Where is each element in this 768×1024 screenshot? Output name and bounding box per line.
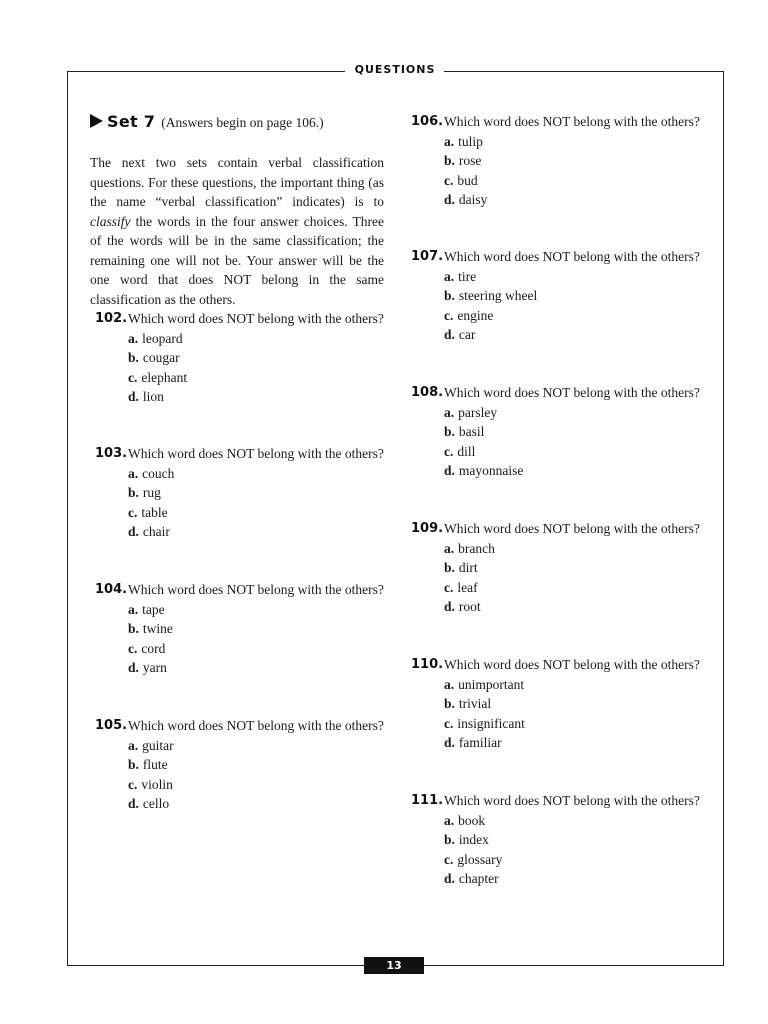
option-d	[444, 733, 701, 753]
question-number: 110.	[411, 657, 444, 672]
option-text: engine	[457, 307, 494, 323]
option-letter: d.	[128, 524, 139, 539]
option-letter: d.	[128, 660, 139, 675]
option-letter: a.	[444, 676, 455, 692]
option-b	[128, 755, 385, 775]
option-b	[444, 286, 701, 306]
option-d	[444, 190, 701, 210]
question-text: Which word does NOT belong with the others?	[128, 311, 384, 326]
option-text: parsley	[458, 404, 498, 420]
option-a	[128, 464, 385, 484]
option-text: unimportant	[458, 676, 525, 692]
option-c	[444, 578, 701, 598]
option-c	[128, 775, 385, 795]
option-letter: a.	[444, 540, 455, 556]
option-c	[128, 503, 385, 523]
intro-text-part1: The next two sets contain verbal classification questions. For these questions, the important thing (as the name “verbal classification” indicates) is to	[90, 155, 384, 209]
option-text: insignificant	[457, 715, 525, 731]
question-107	[411, 247, 701, 345]
option-letter: b.	[444, 153, 455, 168]
option-text: lion	[142, 389, 164, 404]
option-text: rug	[142, 485, 161, 500]
option-d	[444, 869, 701, 889]
intro-text-part2: the words in the four answer choices. Three of the words will be in the same classification; the remaining one will not be. Your answer will be the one word that does NOT belong in the same classification as the others.	[90, 213, 384, 307]
option-letter: d.	[444, 463, 455, 478]
option-letter: d.	[128, 796, 139, 811]
option-text: twine	[142, 621, 173, 636]
option-letter: c.	[128, 369, 138, 385]
question-text: Which word does NOT belong with the others?	[444, 521, 700, 536]
option-letter: b.	[444, 424, 455, 439]
option-text: flute	[142, 757, 168, 772]
set-heading	[90, 112, 324, 132]
option-letter: b.	[444, 560, 455, 575]
option-letter: a.	[128, 330, 139, 346]
header-rule-right	[444, 71, 723, 72]
option-c	[444, 714, 701, 734]
option-letter: b.	[128, 485, 139, 500]
option-letter: a.	[128, 465, 139, 481]
question-111	[411, 791, 701, 889]
option-text: steering wheel	[458, 288, 538, 303]
option-b	[444, 422, 701, 442]
option-text: branch	[458, 540, 495, 556]
option-d	[128, 658, 385, 678]
option-letter: a.	[444, 268, 455, 284]
option-text: table	[141, 504, 168, 520]
option-letter: d.	[444, 327, 455, 342]
option-text: cello	[142, 796, 170, 811]
option-d	[128, 522, 385, 542]
question-number: 108.	[411, 385, 444, 400]
option-d	[444, 597, 701, 617]
option-b	[128, 619, 385, 639]
option-letter: c.	[444, 307, 454, 323]
option-a	[444, 267, 701, 287]
option-b	[444, 694, 701, 714]
question-106	[411, 112, 701, 210]
intro-paragraph	[90, 153, 384, 309]
option-b	[128, 483, 385, 503]
option-text: dill	[457, 443, 476, 459]
option-letter: d.	[444, 599, 455, 614]
option-b	[444, 151, 701, 171]
question-text: Which word does NOT belong with the others?	[128, 718, 384, 733]
option-letter: c.	[444, 443, 454, 459]
option-text: elephant	[141, 369, 188, 385]
question-text: Which word does NOT belong with the others?	[444, 657, 700, 672]
option-text: daisy	[458, 192, 488, 207]
option-b	[444, 558, 701, 578]
option-c	[444, 442, 701, 462]
option-b	[444, 830, 701, 850]
intro-emphasis: classify	[90, 213, 131, 229]
option-a	[444, 811, 701, 831]
question-text: Which word does NOT belong with the others?	[444, 249, 700, 264]
question-text: Which word does NOT belong with the others?	[444, 385, 700, 400]
option-text: violin	[141, 776, 173, 792]
option-text: leaf	[457, 579, 478, 595]
option-text: bud	[457, 172, 478, 188]
option-d	[128, 794, 385, 814]
question-number: 111.	[411, 793, 444, 808]
option-text: familiar	[458, 735, 502, 750]
option-text: tape	[142, 601, 165, 617]
option-letter: a.	[128, 601, 139, 617]
option-letter: c.	[444, 172, 454, 188]
option-letter: a.	[128, 737, 139, 753]
page-number: 13	[364, 957, 424, 974]
option-letter: c.	[128, 640, 138, 656]
option-c	[444, 171, 701, 191]
option-text: basil	[458, 424, 485, 439]
option-text: mayonnaise	[458, 463, 524, 478]
question-103	[95, 444, 385, 542]
option-letter: b.	[128, 621, 139, 636]
option-letter: b.	[444, 288, 455, 303]
header-rule-left	[67, 71, 345, 72]
question-number: 102.	[95, 311, 128, 326]
question-number: 106.	[411, 114, 444, 129]
option-text: car	[458, 327, 476, 342]
option-letter: c.	[128, 776, 138, 792]
question-105	[95, 716, 385, 814]
option-text: cougar	[142, 350, 180, 365]
question-number: 107.	[411, 249, 444, 264]
option-text: cord	[141, 640, 166, 656]
option-text: chair	[142, 524, 170, 539]
question-109	[411, 519, 701, 617]
option-letter: d.	[444, 192, 455, 207]
option-text: tulip	[458, 133, 483, 149]
option-c	[444, 306, 701, 326]
option-letter: c.	[128, 504, 138, 520]
option-text: yarn	[142, 660, 167, 675]
question-text: Which word does NOT belong with the others?	[444, 114, 700, 129]
triangle-arrow-icon	[90, 114, 103, 128]
question-text: Which word does NOT belong with the others?	[128, 446, 384, 461]
option-d	[128, 387, 385, 407]
option-text: chapter	[458, 871, 499, 886]
option-d	[444, 325, 701, 345]
section-header-title: QUESTIONS	[354, 63, 436, 76]
question-number: 104.	[95, 582, 128, 597]
option-letter: a.	[444, 404, 455, 420]
option-letter: b.	[128, 757, 139, 772]
option-text: dirt	[458, 560, 478, 575]
option-letter: b.	[444, 832, 455, 847]
question-number: 109.	[411, 521, 444, 536]
option-a	[444, 403, 701, 423]
option-letter: a.	[444, 812, 455, 828]
question-number: 103.	[95, 446, 128, 461]
question-number: 105.	[95, 718, 128, 733]
option-text: glossary	[457, 851, 503, 867]
option-letter: d.	[444, 871, 455, 886]
set-title: Set 7	[107, 112, 156, 131]
option-a	[128, 736, 385, 756]
question-text: Which word does NOT belong with the others?	[128, 582, 384, 597]
option-a	[128, 600, 385, 620]
option-letter: d.	[128, 389, 139, 404]
option-c	[128, 639, 385, 659]
option-text: couch	[142, 465, 175, 481]
option-c	[444, 850, 701, 870]
option-text: leopard	[142, 330, 183, 346]
option-text: rose	[458, 153, 482, 168]
option-letter: b.	[444, 696, 455, 711]
option-c	[128, 368, 385, 388]
option-text: tire	[458, 268, 477, 284]
question-104	[95, 580, 385, 678]
option-text: book	[458, 812, 486, 828]
option-a	[444, 132, 701, 152]
option-text: root	[458, 599, 481, 614]
answers-note: (Answers begin on page 106.)	[161, 115, 324, 130]
option-b	[128, 348, 385, 368]
option-letter: c.	[444, 715, 454, 731]
option-a	[444, 675, 701, 695]
question-text: Which word does NOT belong with the others?	[444, 793, 700, 808]
option-letter: c.	[444, 851, 454, 867]
option-letter: d.	[444, 735, 455, 750]
option-d	[444, 461, 701, 481]
question-108	[411, 383, 701, 481]
option-a	[128, 329, 385, 349]
option-letter: c.	[444, 579, 454, 595]
option-text: trivial	[458, 696, 492, 711]
option-a	[444, 539, 701, 559]
option-letter: a.	[444, 133, 455, 149]
question-110	[411, 655, 701, 753]
option-text: index	[458, 832, 489, 847]
option-letter: b.	[128, 350, 139, 365]
question-102	[95, 309, 385, 407]
option-text: guitar	[142, 737, 174, 753]
